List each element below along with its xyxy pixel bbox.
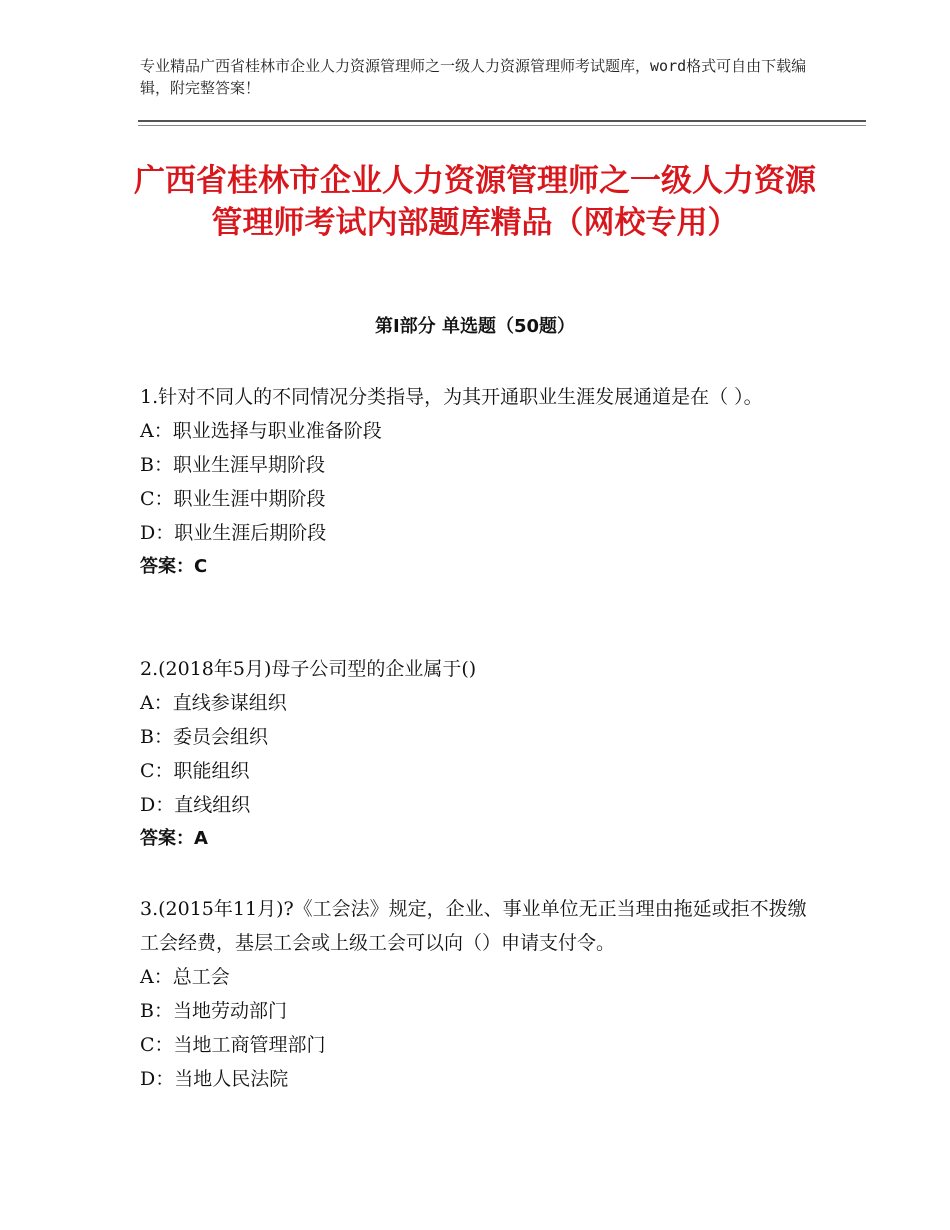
header-rule-thick	[138, 120, 866, 122]
option-c: C：职业生涯中期阶段	[140, 488, 326, 510]
question-3	[140, 892, 820, 1096]
option-d: D：当地人民法院	[140, 1068, 289, 1090]
question-1	[140, 380, 820, 584]
option-c: C：职能组织	[140, 760, 250, 782]
header-rule-thin	[138, 125, 866, 126]
option-d: D：职业生涯后期阶段	[140, 522, 327, 544]
option-d: D：直线组织	[140, 794, 251, 816]
answer: 答案：C	[140, 556, 208, 577]
option-b: B：当地劳动部门	[140, 1000, 287, 1022]
question-stem: 1.针对不同人的不同情况分类指导，为其开通职业生涯发展通道是在（ ）。	[140, 386, 763, 408]
section-title: 第Ⅰ部分 单选题（50题）	[374, 316, 575, 337]
option-a: A：直线参谋组织	[140, 692, 287, 714]
option-a: A：职业选择与职业准备阶段	[140, 420, 382, 442]
option-a: A：总工会	[140, 966, 230, 988]
option-b: B：委员会组织	[140, 726, 268, 748]
option-c: C：当地工商管理部门	[140, 1034, 326, 1056]
question-stem: 3.(2015年11月)?《工会法》规定，企业、事业单位无正当理由拖延或拒不拨缴工会经费，基层工会或上级工会可以向（）申请支付令。	[140, 898, 807, 954]
header-note: 专业精品广西省桂林市企业人力资源管理师之一级人力资源管理师考试题库，word格式可自由下载编辑，附完整答案！	[140, 57, 807, 97]
question-stem: 2.(2018年5月)母子公司型的企业属于()	[140, 658, 477, 680]
question-2	[140, 652, 820, 856]
document-title: 广西省桂林市企业人力资源管理师之一级人力资源管理师考试内部题库精品（网校专用）	[134, 163, 816, 241]
option-b: B：职业生涯早期阶段	[140, 454, 325, 476]
answer: 答案：A	[140, 828, 208, 849]
